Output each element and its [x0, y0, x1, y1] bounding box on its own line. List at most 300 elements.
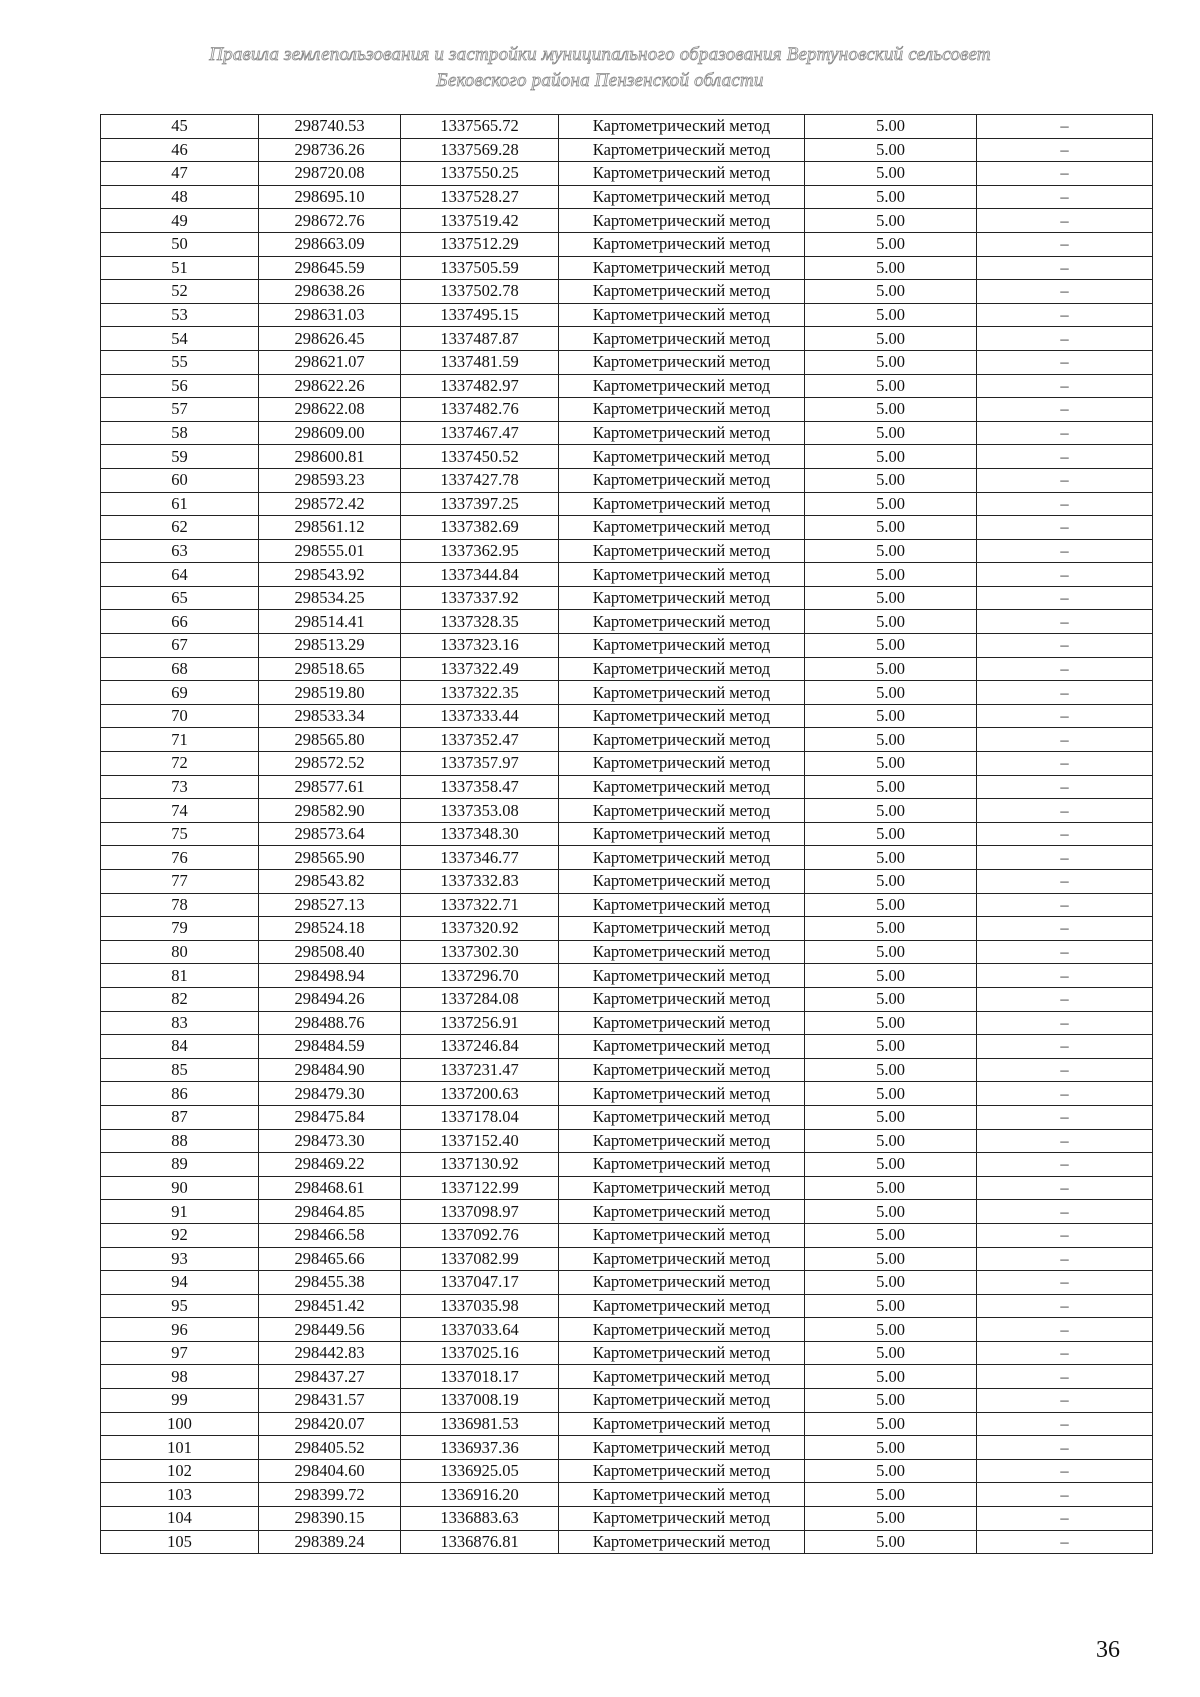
note-cell: – [977, 1223, 1153, 1247]
note-cell: – [977, 1412, 1153, 1436]
point-number-cell: 87 [101, 1105, 259, 1129]
note-cell: – [977, 799, 1153, 823]
y-coordinate-cell: 1337256.91 [401, 1011, 559, 1035]
point-number-cell: 104 [101, 1507, 259, 1531]
x-coordinate-cell: 298565.80 [259, 728, 401, 752]
table-row [101, 1223, 1153, 1247]
note-cell: – [977, 280, 1153, 304]
accuracy-cell: 5.00 [805, 1011, 977, 1035]
method-cell: Картометрический метод [559, 563, 805, 587]
y-coordinate-cell: 1336876.81 [401, 1530, 559, 1554]
y-coordinate-cell: 1337284.08 [401, 987, 559, 1011]
method-cell: Картометрический метод [559, 1483, 805, 1507]
accuracy-cell: 5.00 [805, 1389, 977, 1413]
y-coordinate-cell: 1337200.63 [401, 1082, 559, 1106]
method-cell: Картометрический метод [559, 327, 805, 351]
y-coordinate-cell: 1337565.72 [401, 115, 559, 139]
accuracy-cell: 5.00 [805, 162, 977, 186]
table-row [101, 185, 1153, 209]
x-coordinate-cell: 298609.00 [259, 421, 401, 445]
table-row [101, 1082, 1153, 1106]
y-coordinate-cell: 1337098.97 [401, 1200, 559, 1224]
note-cell: – [977, 1035, 1153, 1059]
x-coordinate-cell: 298466.58 [259, 1223, 401, 1247]
x-coordinate-cell: 298475.84 [259, 1105, 401, 1129]
accuracy-cell: 5.00 [805, 870, 977, 894]
table-row [101, 1341, 1153, 1365]
note-cell: – [977, 657, 1153, 681]
point-number-cell: 67 [101, 634, 259, 658]
point-number-cell: 52 [101, 280, 259, 304]
point-number-cell: 101 [101, 1436, 259, 1460]
table-row [101, 1507, 1153, 1531]
x-coordinate-cell: 298437.27 [259, 1365, 401, 1389]
method-cell: Картометрический метод [559, 1176, 805, 1200]
table-row [101, 1011, 1153, 1035]
method-cell: Картометрический метод [559, 1058, 805, 1082]
note-cell: – [977, 1436, 1153, 1460]
note-cell: – [977, 870, 1153, 894]
y-coordinate-cell: 1337505.59 [401, 256, 559, 280]
y-coordinate-cell: 1337337.92 [401, 586, 559, 610]
y-coordinate-cell: 1337512.29 [401, 232, 559, 256]
note-cell: – [977, 846, 1153, 870]
point-number-cell: 73 [101, 775, 259, 799]
accuracy-cell: 5.00 [805, 1035, 977, 1059]
note-cell: – [977, 917, 1153, 941]
table-row [101, 1035, 1153, 1059]
accuracy-cell: 5.00 [805, 1318, 977, 1342]
accuracy-cell: 5.00 [805, 987, 977, 1011]
x-coordinate-cell: 298390.15 [259, 1507, 401, 1531]
accuracy-cell: 5.00 [805, 1483, 977, 1507]
y-coordinate-cell: 1337008.19 [401, 1389, 559, 1413]
y-coordinate-cell: 1337467.47 [401, 421, 559, 445]
table-row [101, 1200, 1153, 1224]
x-coordinate-cell: 298484.59 [259, 1035, 401, 1059]
y-coordinate-cell: 1337328.35 [401, 610, 559, 634]
y-coordinate-cell: 1337427.78 [401, 468, 559, 492]
note-cell: – [977, 421, 1153, 445]
x-coordinate-cell: 298533.34 [259, 704, 401, 728]
x-coordinate-cell: 298479.30 [259, 1082, 401, 1106]
accuracy-cell: 5.00 [805, 421, 977, 445]
accuracy-cell: 5.00 [805, 280, 977, 304]
note-cell: – [977, 1011, 1153, 1035]
point-number-cell: 46 [101, 138, 259, 162]
y-coordinate-cell: 1337122.99 [401, 1176, 559, 1200]
accuracy-cell: 5.00 [805, 445, 977, 469]
y-coordinate-cell: 1337450.52 [401, 445, 559, 469]
method-cell: Картометрический метод [559, 657, 805, 681]
x-coordinate-cell: 298442.83 [259, 1341, 401, 1365]
note-cell: – [977, 586, 1153, 610]
y-coordinate-cell: 1336981.53 [401, 1412, 559, 1436]
method-cell: Картометрический метод [559, 1318, 805, 1342]
y-coordinate-cell: 1337322.71 [401, 893, 559, 917]
x-coordinate-cell: 298555.01 [259, 539, 401, 563]
accuracy-cell: 5.00 [805, 704, 977, 728]
accuracy-cell: 5.00 [805, 492, 977, 516]
method-cell: Картометрический метод [559, 752, 805, 776]
x-coordinate-cell: 298473.30 [259, 1129, 401, 1153]
accuracy-cell: 5.00 [805, 1153, 977, 1177]
note-cell: – [977, 232, 1153, 256]
x-coordinate-cell: 298663.09 [259, 232, 401, 256]
x-coordinate-cell: 298449.56 [259, 1318, 401, 1342]
y-coordinate-cell: 1337358.47 [401, 775, 559, 799]
note-cell: – [977, 822, 1153, 846]
point-number-cell: 78 [101, 893, 259, 917]
table-row [101, 586, 1153, 610]
x-coordinate-cell: 298494.26 [259, 987, 401, 1011]
method-cell: Картометрический метод [559, 1153, 805, 1177]
point-number-cell: 60 [101, 468, 259, 492]
note-cell: – [977, 303, 1153, 327]
point-number-cell: 94 [101, 1271, 259, 1295]
note-cell: – [977, 1389, 1153, 1413]
accuracy-cell: 5.00 [805, 256, 977, 280]
x-coordinate-cell: 298431.57 [259, 1389, 401, 1413]
method-cell: Картометрический метод [559, 280, 805, 304]
y-coordinate-cell: 1337322.35 [401, 681, 559, 705]
y-coordinate-cell: 1337025.16 [401, 1341, 559, 1365]
y-coordinate-cell: 1337487.87 [401, 327, 559, 351]
table-row [101, 492, 1153, 516]
y-coordinate-cell: 1337302.30 [401, 940, 559, 964]
note-cell: – [977, 398, 1153, 422]
y-coordinate-cell: 1337296.70 [401, 964, 559, 988]
note-cell: – [977, 940, 1153, 964]
method-cell: Картометрический метод [559, 1082, 805, 1106]
method-cell: Картометрический метод [559, 516, 805, 540]
accuracy-cell: 5.00 [805, 563, 977, 587]
x-coordinate-cell: 298498.94 [259, 964, 401, 988]
method-cell: Картометрический метод [559, 681, 805, 705]
table-row [101, 775, 1153, 799]
table-row [101, 964, 1153, 988]
accuracy-cell: 5.00 [805, 822, 977, 846]
point-number-cell: 59 [101, 445, 259, 469]
accuracy-cell: 5.00 [805, 799, 977, 823]
table-row [101, 1294, 1153, 1318]
method-cell: Картометрический метод [559, 162, 805, 186]
method-cell: Картометрический метод [559, 115, 805, 139]
x-coordinate-cell: 298543.92 [259, 563, 401, 587]
x-coordinate-cell: 298465.66 [259, 1247, 401, 1271]
table-row [101, 1176, 1153, 1200]
method-cell: Картометрический метод [559, 303, 805, 327]
table-row [101, 917, 1153, 941]
method-cell: Картометрический метод [559, 232, 805, 256]
table-row [101, 822, 1153, 846]
point-number-cell: 98 [101, 1365, 259, 1389]
table-row [101, 209, 1153, 233]
table-row [101, 421, 1153, 445]
method-cell: Картометрический метод [559, 398, 805, 422]
note-cell: – [977, 1530, 1153, 1554]
method-cell: Картометрический метод [559, 846, 805, 870]
note-cell: – [977, 964, 1153, 988]
table-row [101, 280, 1153, 304]
point-number-cell: 68 [101, 657, 259, 681]
note-cell: – [977, 350, 1153, 374]
method-cell: Картометрический метод [559, 586, 805, 610]
y-coordinate-cell: 1337178.04 [401, 1105, 559, 1129]
table-row [101, 303, 1153, 327]
x-coordinate-cell: 298621.07 [259, 350, 401, 374]
note-cell: – [977, 209, 1153, 233]
header-line-2: Бековского района Пензенской области [436, 70, 764, 91]
accuracy-cell: 5.00 [805, 185, 977, 209]
method-cell: Картометрический метод [559, 492, 805, 516]
x-coordinate-cell: 298389.24 [259, 1530, 401, 1554]
table-row [101, 445, 1153, 469]
point-number-cell: 66 [101, 610, 259, 634]
method-cell: Картометрический метод [559, 256, 805, 280]
accuracy-cell: 5.00 [805, 138, 977, 162]
x-coordinate-cell: 298464.85 [259, 1200, 401, 1224]
note-cell: – [977, 1271, 1153, 1295]
table-row [101, 1389, 1153, 1413]
accuracy-cell: 5.00 [805, 964, 977, 988]
accuracy-cell: 5.00 [805, 1058, 977, 1082]
x-coordinate-cell: 298399.72 [259, 1483, 401, 1507]
note-cell: – [977, 610, 1153, 634]
x-coordinate-cell: 298519.80 [259, 681, 401, 705]
note-cell: – [977, 492, 1153, 516]
method-cell: Картометрический метод [559, 1200, 805, 1224]
note-cell: – [977, 256, 1153, 280]
note-cell: – [977, 1176, 1153, 1200]
point-number-cell: 95 [101, 1294, 259, 1318]
method-cell: Картометрический метод [559, 421, 805, 445]
table-row [101, 1483, 1153, 1507]
y-coordinate-cell: 1337320.92 [401, 917, 559, 941]
method-cell: Картометрический метод [559, 1341, 805, 1365]
y-coordinate-cell: 1337482.76 [401, 398, 559, 422]
note-cell: – [977, 1483, 1153, 1507]
x-coordinate-cell: 298488.76 [259, 1011, 401, 1035]
note-cell: – [977, 634, 1153, 658]
y-coordinate-cell: 1337344.84 [401, 563, 559, 587]
x-coordinate-cell: 298518.65 [259, 657, 401, 681]
note-cell: – [977, 138, 1153, 162]
accuracy-cell: 5.00 [805, 1294, 977, 1318]
table-row [101, 1436, 1153, 1460]
point-number-cell: 70 [101, 704, 259, 728]
accuracy-cell: 5.00 [805, 728, 977, 752]
table-row [101, 846, 1153, 870]
x-coordinate-cell: 298514.41 [259, 610, 401, 634]
note-cell: – [977, 516, 1153, 540]
accuracy-cell: 5.00 [805, 1247, 977, 1271]
method-cell: Картометрический метод [559, 1365, 805, 1389]
table-row [101, 681, 1153, 705]
method-cell: Картометрический метод [559, 634, 805, 658]
method-cell: Картометрический метод [559, 1412, 805, 1436]
table-row [101, 256, 1153, 280]
table-row [101, 987, 1153, 1011]
point-number-cell: 93 [101, 1247, 259, 1271]
y-coordinate-cell: 1337382.69 [401, 516, 559, 540]
y-coordinate-cell: 1337035.98 [401, 1294, 559, 1318]
point-number-cell: 99 [101, 1389, 259, 1413]
note-cell: – [977, 1318, 1153, 1342]
y-coordinate-cell: 1337569.28 [401, 138, 559, 162]
y-coordinate-cell: 1337018.17 [401, 1365, 559, 1389]
y-coordinate-cell: 1337033.64 [401, 1318, 559, 1342]
note-cell: – [977, 468, 1153, 492]
table-row [101, 634, 1153, 658]
y-coordinate-cell: 1337495.15 [401, 303, 559, 327]
point-number-cell: 96 [101, 1318, 259, 1342]
y-coordinate-cell: 1337231.47 [401, 1058, 559, 1082]
note-cell: – [977, 1153, 1153, 1177]
method-cell: Картометрический метод [559, 917, 805, 941]
point-number-cell: 56 [101, 374, 259, 398]
table-row [101, 704, 1153, 728]
note-cell: – [977, 893, 1153, 917]
table-row [101, 1153, 1153, 1177]
y-coordinate-cell: 1336916.20 [401, 1483, 559, 1507]
accuracy-cell: 5.00 [805, 893, 977, 917]
table-row [101, 1129, 1153, 1153]
table-row [101, 468, 1153, 492]
x-coordinate-cell: 298565.90 [259, 846, 401, 870]
table-row [101, 752, 1153, 776]
point-number-cell: 100 [101, 1412, 259, 1436]
x-coordinate-cell: 298622.26 [259, 374, 401, 398]
y-coordinate-cell: 1336937.36 [401, 1436, 559, 1460]
method-cell: Картометрический метод [559, 893, 805, 917]
method-cell: Картометрический метод [559, 775, 805, 799]
accuracy-cell: 5.00 [805, 846, 977, 870]
x-coordinate-cell: 298736.26 [259, 138, 401, 162]
note-cell: – [977, 1058, 1153, 1082]
x-coordinate-cell: 298695.10 [259, 185, 401, 209]
point-number-cell: 80 [101, 940, 259, 964]
y-coordinate-cell: 1337519.42 [401, 209, 559, 233]
point-number-cell: 45 [101, 115, 259, 139]
note-cell: – [977, 681, 1153, 705]
y-coordinate-cell: 1337323.16 [401, 634, 559, 658]
note-cell: – [977, 1129, 1153, 1153]
table-row [101, 350, 1153, 374]
accuracy-cell: 5.00 [805, 232, 977, 256]
point-number-cell: 105 [101, 1530, 259, 1554]
table-row [101, 1105, 1153, 1129]
note-cell: – [977, 1341, 1153, 1365]
x-coordinate-cell: 298524.18 [259, 917, 401, 941]
table-row [101, 728, 1153, 752]
point-number-cell: 50 [101, 232, 259, 256]
method-cell: Картометрический метод [559, 445, 805, 469]
accuracy-cell: 5.00 [805, 917, 977, 941]
x-coordinate-cell: 298672.76 [259, 209, 401, 233]
point-number-cell: 74 [101, 799, 259, 823]
accuracy-cell: 5.00 [805, 350, 977, 374]
accuracy-cell: 5.00 [805, 327, 977, 351]
note-cell: – [977, 563, 1153, 587]
point-number-cell: 90 [101, 1176, 259, 1200]
method-cell: Картометрический метод [559, 1459, 805, 1483]
method-cell: Картометрический метод [559, 940, 805, 964]
y-coordinate-cell: 1337528.27 [401, 185, 559, 209]
x-coordinate-cell: 298455.38 [259, 1271, 401, 1295]
y-coordinate-cell: 1336883.63 [401, 1507, 559, 1531]
accuracy-cell: 5.00 [805, 586, 977, 610]
accuracy-cell: 5.00 [805, 657, 977, 681]
x-coordinate-cell: 298582.90 [259, 799, 401, 823]
y-coordinate-cell: 1337346.77 [401, 846, 559, 870]
method-cell: Картометрический метод [559, 1011, 805, 1035]
method-cell: Картометрический метод [559, 1436, 805, 1460]
y-coordinate-cell: 1337482.97 [401, 374, 559, 398]
coordinates-table [100, 114, 1153, 1554]
method-cell: Картометрический метод [559, 539, 805, 563]
y-coordinate-cell: 1337322.49 [401, 657, 559, 681]
point-number-cell: 85 [101, 1058, 259, 1082]
note-cell: – [977, 327, 1153, 351]
table-row [101, 799, 1153, 823]
point-number-cell: 103 [101, 1483, 259, 1507]
x-coordinate-cell: 298626.45 [259, 327, 401, 351]
point-number-cell: 92 [101, 1223, 259, 1247]
x-coordinate-cell: 298720.08 [259, 162, 401, 186]
note-cell: – [977, 115, 1153, 139]
y-coordinate-cell: 1337348.30 [401, 822, 559, 846]
point-number-cell: 88 [101, 1129, 259, 1153]
accuracy-cell: 5.00 [805, 1082, 977, 1106]
method-cell: Картометрический метод [559, 870, 805, 894]
point-number-cell: 69 [101, 681, 259, 705]
x-coordinate-cell: 298451.42 [259, 1294, 401, 1318]
point-number-cell: 53 [101, 303, 259, 327]
point-number-cell: 81 [101, 964, 259, 988]
point-number-cell: 89 [101, 1153, 259, 1177]
point-number-cell: 49 [101, 209, 259, 233]
accuracy-cell: 5.00 [805, 1436, 977, 1460]
note-cell: – [977, 539, 1153, 563]
note-cell: – [977, 1082, 1153, 1106]
table-row [101, 1459, 1153, 1483]
x-coordinate-cell: 298404.60 [259, 1459, 401, 1483]
x-coordinate-cell: 298600.81 [259, 445, 401, 469]
y-coordinate-cell: 1337130.92 [401, 1153, 559, 1177]
accuracy-cell: 5.00 [805, 1507, 977, 1531]
table-row [101, 1318, 1153, 1342]
accuracy-cell: 5.00 [805, 1271, 977, 1295]
point-number-cell: 76 [101, 846, 259, 870]
accuracy-cell: 5.00 [805, 468, 977, 492]
method-cell: Картометрический метод [559, 138, 805, 162]
x-coordinate-cell: 298740.53 [259, 115, 401, 139]
y-coordinate-cell: 1337550.25 [401, 162, 559, 186]
point-number-cell: 61 [101, 492, 259, 516]
x-coordinate-cell: 298572.42 [259, 492, 401, 516]
note-cell: – [977, 987, 1153, 1011]
accuracy-cell: 5.00 [805, 398, 977, 422]
accuracy-cell: 5.00 [805, 115, 977, 139]
y-coordinate-cell: 1337352.47 [401, 728, 559, 752]
table-row [101, 1271, 1153, 1295]
table-row [101, 539, 1153, 563]
x-coordinate-cell: 298561.12 [259, 516, 401, 540]
method-cell: Картометрический метод [559, 1223, 805, 1247]
table-row [101, 516, 1153, 540]
point-number-cell: 58 [101, 421, 259, 445]
